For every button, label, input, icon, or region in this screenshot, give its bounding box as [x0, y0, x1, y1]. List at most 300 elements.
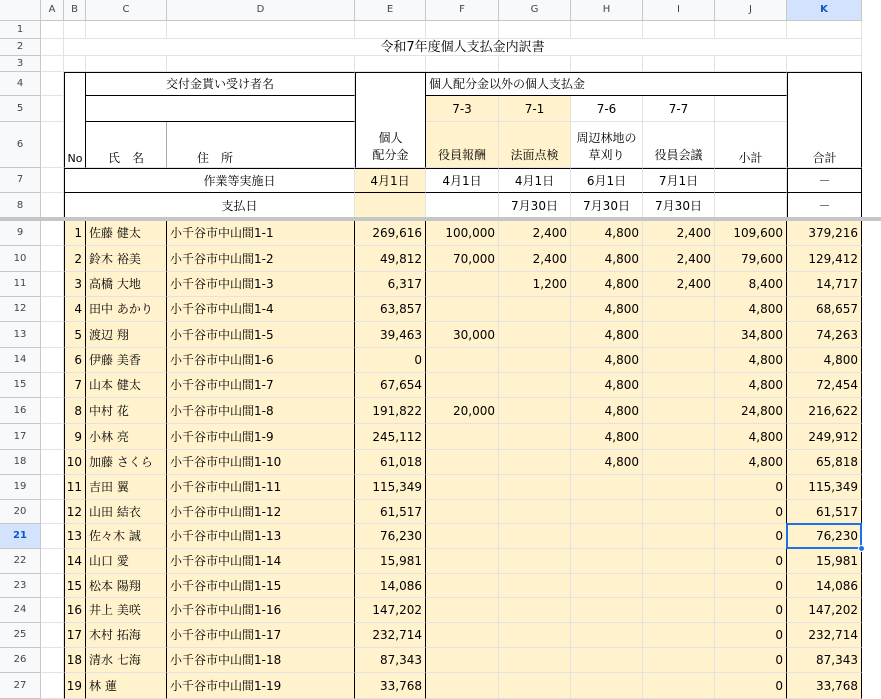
row-1-I[interactable]: 2,400 [643, 220, 715, 246]
row-2-address[interactable]: 小千谷市中山間1-2 [167, 246, 355, 272]
pay-date-J[interactable] [715, 193, 787, 220]
row-19-distribution[interactable]: 33,768 [355, 673, 426, 699]
column-header-C[interactable]: C [86, 0, 167, 21]
work-date-H[interactable]: 6月1日 [571, 168, 643, 193]
row-header-15[interactable]: 15 [0, 373, 41, 398]
row-10-F[interactable] [426, 450, 499, 475]
row-11-no[interactable]: 11 [64, 475, 86, 500]
row-10-no[interactable]: 10 [64, 450, 86, 475]
row-16-F[interactable] [426, 598, 499, 623]
row-10-G[interactable] [499, 450, 571, 475]
cell-D1[interactable] [167, 21, 355, 39]
row-9-F[interactable] [426, 424, 499, 450]
row-18-G[interactable] [499, 648, 571, 673]
row-5-G[interactable] [499, 322, 571, 348]
row-14-G[interactable] [499, 549, 571, 574]
row-8-H[interactable]: 4,800 [571, 398, 643, 424]
row-19-no[interactable]: 19 [64, 673, 86, 699]
row-header-22[interactable]: 22 [0, 549, 41, 574]
row-5-J[interactable]: 34,800 [715, 322, 787, 348]
header-code-H[interactable]: 7-6 [571, 96, 643, 122]
cell-A3[interactable] [41, 56, 64, 72]
cell-A15[interactable] [41, 373, 64, 398]
cell-E3[interactable] [355, 56, 426, 72]
row-1-J[interactable]: 109,600 [715, 220, 787, 246]
row-12-J[interactable]: 0 [715, 500, 787, 524]
row-10-name[interactable]: 加藤 さくら [86, 450, 167, 475]
row-15-H[interactable] [571, 574, 643, 598]
row-15-distribution[interactable]: 14,086 [355, 574, 426, 598]
pay-date-G[interactable]: 7月30日 [499, 193, 571, 220]
row-6-J[interactable]: 4,800 [715, 348, 787, 373]
cell-A1[interactable] [41, 21, 64, 39]
row-19-J[interactable]: 0 [715, 673, 787, 699]
row-11-G[interactable] [499, 475, 571, 500]
row-1-H[interactable]: 4,800 [571, 220, 643, 246]
row-16-address[interactable]: 小千谷市中山間1-16 [167, 598, 355, 623]
pay-date-E[interactable] [355, 193, 426, 220]
row-4-address[interactable]: 小千谷市中山間1-4 [167, 297, 355, 322]
cell-A21[interactable] [41, 524, 64, 549]
column-header-J[interactable]: J [715, 0, 787, 21]
row-12-no[interactable]: 12 [64, 500, 86, 524]
row-19-F[interactable] [426, 673, 499, 699]
row-8-G[interactable] [499, 398, 571, 424]
row-15-no[interactable]: 15 [64, 574, 86, 598]
header-address[interactable]: 住 所 [167, 122, 355, 168]
row-10-J[interactable]: 4,800 [715, 450, 787, 475]
row-7-F[interactable] [426, 373, 499, 398]
row-8-no[interactable]: 8 [64, 398, 86, 424]
row-6-total[interactable]: 4,800 [787, 348, 862, 373]
row-12-H[interactable] [571, 500, 643, 524]
row-5-distribution[interactable]: 39,463 [355, 322, 426, 348]
row-17-total[interactable]: 232,714 [787, 623, 862, 648]
select-all-corner[interactable] [0, 0, 41, 21]
row-7-H[interactable]: 4,800 [571, 373, 643, 398]
row-3-no[interactable]: 3 [64, 272, 86, 297]
cell-A14[interactable] [41, 348, 64, 373]
row-3-F[interactable] [426, 272, 499, 297]
row-17-name[interactable]: 木村 拓海 [86, 623, 167, 648]
column-header-G[interactable]: G [499, 0, 571, 21]
header-recipient-blank[interactable] [86, 96, 355, 122]
row-header-14[interactable]: 14 [0, 348, 41, 373]
cell-A2[interactable] [41, 39, 64, 56]
cell-A5[interactable] [41, 96, 64, 122]
header-subtotal[interactable]: 小計 [715, 122, 787, 168]
row-14-J[interactable]: 0 [715, 549, 787, 574]
row-7-name[interactable]: 山本 健太 [86, 373, 167, 398]
row-15-G[interactable] [499, 574, 571, 598]
header-no[interactable]: No [64, 72, 86, 168]
row-11-distribution[interactable]: 115,349 [355, 475, 426, 500]
row-header-21[interactable]: 21 [0, 524, 41, 549]
work-date-label[interactable]: 作業等実施日 [64, 168, 355, 193]
row-14-H[interactable] [571, 549, 643, 574]
row-header-3[interactable]: 3 [0, 56, 41, 72]
row-12-G[interactable] [499, 500, 571, 524]
row-14-no[interactable]: 14 [64, 549, 86, 574]
row-4-J[interactable]: 4,800 [715, 297, 787, 322]
freeze-divider[interactable] [0, 217, 881, 221]
row-header-16[interactable]: 16 [0, 398, 41, 424]
row-16-G[interactable] [499, 598, 571, 623]
header-code-I[interactable]: 7-7 [643, 96, 715, 122]
row-9-J[interactable]: 4,800 [715, 424, 787, 450]
row-8-total[interactable]: 216,622 [787, 398, 862, 424]
row-1-G[interactable]: 2,400 [499, 220, 571, 246]
row-7-I[interactable] [643, 373, 715, 398]
row-13-no[interactable]: 13 [64, 524, 86, 549]
row-header-23[interactable]: 23 [0, 574, 41, 598]
row-6-no[interactable]: 6 [64, 348, 86, 373]
row-15-I[interactable] [643, 574, 715, 598]
row-15-J[interactable]: 0 [715, 574, 787, 598]
row-2-H[interactable]: 4,800 [571, 246, 643, 272]
row-1-F[interactable]: 100,000 [426, 220, 499, 246]
row-8-address[interactable]: 小千谷市中山間1-8 [167, 398, 355, 424]
row-13-total[interactable]: 76,230 [787, 524, 862, 549]
row-8-I[interactable] [643, 398, 715, 424]
row-8-distribution[interactable]: 191,822 [355, 398, 426, 424]
column-header-K[interactable]: K [787, 0, 862, 21]
row-17-distribution[interactable]: 232,714 [355, 623, 426, 648]
row-15-total[interactable]: 14,086 [787, 574, 862, 598]
row-16-name[interactable]: 井上 美咲 [86, 598, 167, 623]
pay-date-I[interactable]: 7月30日 [643, 193, 715, 220]
row-11-address[interactable]: 小千谷市中山間1-11 [167, 475, 355, 500]
cell-A10[interactable] [41, 246, 64, 272]
cell-J3[interactable] [715, 56, 787, 72]
cell-A26[interactable] [41, 648, 64, 673]
row-11-I[interactable] [643, 475, 715, 500]
row-4-H[interactable]: 4,800 [571, 297, 643, 322]
row-6-F[interactable] [426, 348, 499, 373]
row-18-no[interactable]: 18 [64, 648, 86, 673]
row-3-I[interactable]: 2,400 [643, 272, 715, 297]
row-17-I[interactable] [643, 623, 715, 648]
row-13-H[interactable] [571, 524, 643, 549]
column-header-E[interactable]: E [355, 0, 426, 21]
column-header-B[interactable]: B [64, 0, 86, 21]
row-16-no[interactable]: 16 [64, 598, 86, 623]
column-header-I[interactable]: I [643, 0, 715, 21]
cell-A25[interactable] [41, 623, 64, 648]
cell-J1[interactable] [715, 21, 787, 39]
pay-date-K[interactable]: － [787, 193, 862, 220]
row-9-name[interactable]: 小林 亮 [86, 424, 167, 450]
row-18-distribution[interactable]: 87,343 [355, 648, 426, 673]
row-18-address[interactable]: 小千谷市中山間1-18 [167, 648, 355, 673]
column-header-F[interactable]: F [426, 0, 499, 21]
row-header-24[interactable]: 24 [0, 598, 41, 623]
cell-A4[interactable] [41, 72, 64, 96]
row-9-total[interactable]: 249,912 [787, 424, 862, 450]
row-2-F[interactable]: 70,000 [426, 246, 499, 272]
row-17-J[interactable]: 0 [715, 623, 787, 648]
row-16-J[interactable]: 0 [715, 598, 787, 623]
header-total[interactable]: 合計 [787, 72, 862, 168]
row-11-total[interactable]: 115,349 [787, 475, 862, 500]
row-6-I[interactable] [643, 348, 715, 373]
row-8-F[interactable]: 20,000 [426, 398, 499, 424]
row-header-8[interactable]: 8 [0, 193, 41, 220]
row-13-distribution[interactable]: 76,230 [355, 524, 426, 549]
row-12-distribution[interactable]: 61,517 [355, 500, 426, 524]
fill-handle[interactable] [858, 545, 865, 552]
work-date-G[interactable]: 4月1日 [499, 168, 571, 193]
cell-B3[interactable] [64, 56, 86, 72]
cell-A19[interactable] [41, 475, 64, 500]
row-9-address[interactable]: 小千谷市中山間1-9 [167, 424, 355, 450]
row-2-name[interactable]: 鈴木 裕美 [86, 246, 167, 272]
cell-D3[interactable] [167, 56, 355, 72]
row-17-G[interactable] [499, 623, 571, 648]
row-9-no[interactable]: 9 [64, 424, 86, 450]
row-15-address[interactable]: 小千谷市中山間1-15 [167, 574, 355, 598]
row-4-G[interactable] [499, 297, 571, 322]
row-3-name[interactable]: 高橋 大地 [86, 272, 167, 297]
row-19-H[interactable] [571, 673, 643, 699]
cell-A11[interactable] [41, 272, 64, 297]
row-18-J[interactable]: 0 [715, 648, 787, 673]
row-2-J[interactable]: 79,600 [715, 246, 787, 272]
row-header-4[interactable]: 4 [0, 72, 41, 96]
row-header-10[interactable]: 10 [0, 246, 41, 272]
row-10-distribution[interactable]: 61,018 [355, 450, 426, 475]
row-header-25[interactable]: 25 [0, 623, 41, 648]
row-header-12[interactable]: 12 [0, 297, 41, 322]
row-header-13[interactable]: 13 [0, 322, 41, 348]
row-17-H[interactable] [571, 623, 643, 648]
row-3-J[interactable]: 8,400 [715, 272, 787, 297]
row-header-20[interactable]: 20 [0, 500, 41, 524]
row-header-9[interactable]: 9 [0, 220, 41, 246]
work-date-J[interactable] [715, 168, 787, 193]
row-14-F[interactable] [426, 549, 499, 574]
row-12-F[interactable] [426, 500, 499, 524]
row-4-I[interactable] [643, 297, 715, 322]
cell-K3[interactable] [787, 56, 862, 72]
cell-A6[interactable] [41, 122, 64, 168]
row-9-G[interactable] [499, 424, 571, 450]
row-6-name[interactable]: 伊藤 美香 [86, 348, 167, 373]
row-12-total[interactable]: 61,517 [787, 500, 862, 524]
cell-G1[interactable] [499, 21, 571, 39]
row-9-I[interactable] [643, 424, 715, 450]
row-3-distribution[interactable]: 6,317 [355, 272, 426, 297]
cell-B1[interactable] [64, 21, 86, 39]
row-2-G[interactable]: 2,400 [499, 246, 571, 272]
row-2-total[interactable]: 129,412 [787, 246, 862, 272]
row-header-1[interactable]: 1 [0, 21, 41, 39]
cell-A9[interactable] [41, 220, 64, 246]
row-3-G[interactable]: 1,200 [499, 272, 571, 297]
row-1-no[interactable]: 1 [64, 220, 86, 246]
row-19-I[interactable] [643, 673, 715, 699]
header-item-I[interactable]: 役員会議 [643, 122, 715, 168]
row-1-distribution[interactable]: 269,616 [355, 220, 426, 246]
row-16-distribution[interactable]: 147,202 [355, 598, 426, 623]
work-date-F[interactable]: 4月1日 [426, 168, 499, 193]
row-17-F[interactable] [426, 623, 499, 648]
row-8-J[interactable]: 24,800 [715, 398, 787, 424]
cell-A27[interactable] [41, 673, 64, 699]
row-16-total[interactable]: 147,202 [787, 598, 862, 623]
header-recipient-group[interactable]: 交付金貰い受け者名 [86, 72, 355, 96]
cell-A22[interactable] [41, 549, 64, 574]
row-2-I[interactable]: 2,400 [643, 246, 715, 272]
row-header-7[interactable]: 7 [0, 168, 41, 193]
row-10-H[interactable]: 4,800 [571, 450, 643, 475]
header-code-F[interactable]: 7-3 [426, 96, 499, 122]
row-14-name[interactable]: 山口 愛 [86, 549, 167, 574]
row-13-G[interactable] [499, 524, 571, 549]
cell-E1[interactable] [355, 21, 426, 39]
row-header-11[interactable]: 11 [0, 272, 41, 297]
row-10-total[interactable]: 65,818 [787, 450, 862, 475]
row-9-distribution[interactable]: 245,112 [355, 424, 426, 450]
row-18-F[interactable] [426, 648, 499, 673]
column-header-D[interactable]: D [167, 0, 355, 21]
row-17-address[interactable]: 小千谷市中山間1-17 [167, 623, 355, 648]
row-2-no[interactable]: 2 [64, 246, 86, 272]
row-11-H[interactable] [571, 475, 643, 500]
row-header-5[interactable]: 5 [0, 96, 41, 122]
row-11-J[interactable]: 0 [715, 475, 787, 500]
row-5-I[interactable] [643, 322, 715, 348]
header-item-G[interactable]: 法面点検 [499, 122, 571, 168]
header-name[interactable]: 氏 名 [86, 122, 167, 168]
row-13-address[interactable]: 小千谷市中山間1-13 [167, 524, 355, 549]
row-4-distribution[interactable]: 63,857 [355, 297, 426, 322]
row-15-F[interactable] [426, 574, 499, 598]
cell-A8[interactable] [41, 193, 64, 220]
row-2-distribution[interactable]: 49,812 [355, 246, 426, 272]
cell-I1[interactable] [643, 21, 715, 39]
row-1-address[interactable]: 小千谷市中山間1-1 [167, 220, 355, 246]
row-13-J[interactable]: 0 [715, 524, 787, 549]
row-11-F[interactable] [426, 475, 499, 500]
row-header-17[interactable]: 17 [0, 424, 41, 450]
row-7-address[interactable]: 小千谷市中山間1-7 [167, 373, 355, 398]
cell-H1[interactable] [571, 21, 643, 39]
row-9-H[interactable]: 4,800 [571, 424, 643, 450]
pay-date-F[interactable] [426, 193, 499, 220]
row-14-total[interactable]: 15,981 [787, 549, 862, 574]
row-14-distribution[interactable]: 15,981 [355, 549, 426, 574]
row-7-G[interactable] [499, 373, 571, 398]
pay-date-H[interactable]: 7月30日 [571, 193, 643, 220]
row-7-total[interactable]: 72,454 [787, 373, 862, 398]
row-header-27[interactable]: 27 [0, 673, 41, 699]
row-3-total[interactable]: 14,717 [787, 272, 862, 297]
header-item-F[interactable]: 役員報酬 [426, 122, 499, 168]
row-4-F[interactable] [426, 297, 499, 322]
header-code-J[interactable] [715, 96, 787, 122]
row-16-H[interactable] [571, 598, 643, 623]
row-19-name[interactable]: 林 蓮 [86, 673, 167, 699]
cell-A24[interactable] [41, 598, 64, 623]
row-7-no[interactable]: 7 [64, 373, 86, 398]
row-3-H[interactable]: 4,800 [571, 272, 643, 297]
header-distribution[interactable]: 個人 配分金 [355, 72, 426, 168]
cell-F1[interactable] [426, 21, 499, 39]
row-8-name[interactable]: 中村 花 [86, 398, 167, 424]
row-4-total[interactable]: 68,657 [787, 297, 862, 322]
row-12-I[interactable] [643, 500, 715, 524]
row-19-address[interactable]: 小千谷市中山間1-19 [167, 673, 355, 699]
cell-G3[interactable] [499, 56, 571, 72]
cell-A13[interactable] [41, 322, 64, 348]
row-12-name[interactable]: 山田 結衣 [86, 500, 167, 524]
column-header-A[interactable]: A [41, 0, 64, 21]
row-13-I[interactable] [643, 524, 715, 549]
row-19-G[interactable] [499, 673, 571, 699]
work-date-I[interactable]: 7月1日 [643, 168, 715, 193]
row-18-total[interactable]: 87,343 [787, 648, 862, 673]
row-header-2[interactable]: 2 [0, 39, 41, 56]
row-13-name[interactable]: 佐々木 誠 [86, 524, 167, 549]
work-date-K[interactable]: － [787, 168, 862, 193]
row-header-26[interactable]: 26 [0, 648, 41, 673]
row-10-address[interactable]: 小千谷市中山間1-10 [167, 450, 355, 475]
header-item-H[interactable]: 周辺林地の 草刈り [571, 122, 643, 168]
row-14-address[interactable]: 小千谷市中山間1-14 [167, 549, 355, 574]
cell-H3[interactable] [571, 56, 643, 72]
row-header-18[interactable]: 18 [0, 450, 41, 475]
row-7-distribution[interactable]: 67,654 [355, 373, 426, 398]
cell-A18[interactable] [41, 450, 64, 475]
row-5-F[interactable]: 30,000 [426, 322, 499, 348]
row-19-total[interactable]: 33,768 [787, 673, 862, 699]
row-1-total[interactable]: 379,216 [787, 220, 862, 246]
cell-A23[interactable] [41, 574, 64, 598]
row-12-address[interactable]: 小千谷市中山間1-12 [167, 500, 355, 524]
cell-F3[interactable] [426, 56, 499, 72]
row-7-J[interactable]: 4,800 [715, 373, 787, 398]
cell-A7[interactable] [41, 168, 64, 193]
row-18-H[interactable] [571, 648, 643, 673]
row-5-total[interactable]: 74,263 [787, 322, 862, 348]
cell-A12[interactable] [41, 297, 64, 322]
row-4-no[interactable]: 4 [64, 297, 86, 322]
row-15-name[interactable]: 松本 陽翔 [86, 574, 167, 598]
row-13-F[interactable] [426, 524, 499, 549]
cell-A20[interactable] [41, 500, 64, 524]
row-3-address[interactable]: 小千谷市中山間1-3 [167, 272, 355, 297]
cell-I3[interactable] [643, 56, 715, 72]
row-11-name[interactable]: 吉田 翼 [86, 475, 167, 500]
work-date-E[interactable]: 4月1日 [355, 168, 426, 193]
row-18-I[interactable] [643, 648, 715, 673]
row-5-no[interactable]: 5 [64, 322, 86, 348]
row-17-no[interactable]: 17 [64, 623, 86, 648]
cell-A16[interactable] [41, 398, 64, 424]
row-4-name[interactable]: 田中 あかり [86, 297, 167, 322]
row-6-H[interactable]: 4,800 [571, 348, 643, 373]
cell-C3[interactable] [86, 56, 167, 72]
column-header-H[interactable]: H [571, 0, 643, 21]
cell-C1[interactable] [86, 21, 167, 39]
row-5-address[interactable]: 小千谷市中山間1-5 [167, 322, 355, 348]
row-header-6[interactable]: 6 [0, 122, 41, 168]
pay-date-label[interactable]: 支払日 [64, 193, 355, 220]
row-14-I[interactable] [643, 549, 715, 574]
row-header-19[interactable]: 19 [0, 475, 41, 500]
row-18-name[interactable]: 清水 七海 [86, 648, 167, 673]
